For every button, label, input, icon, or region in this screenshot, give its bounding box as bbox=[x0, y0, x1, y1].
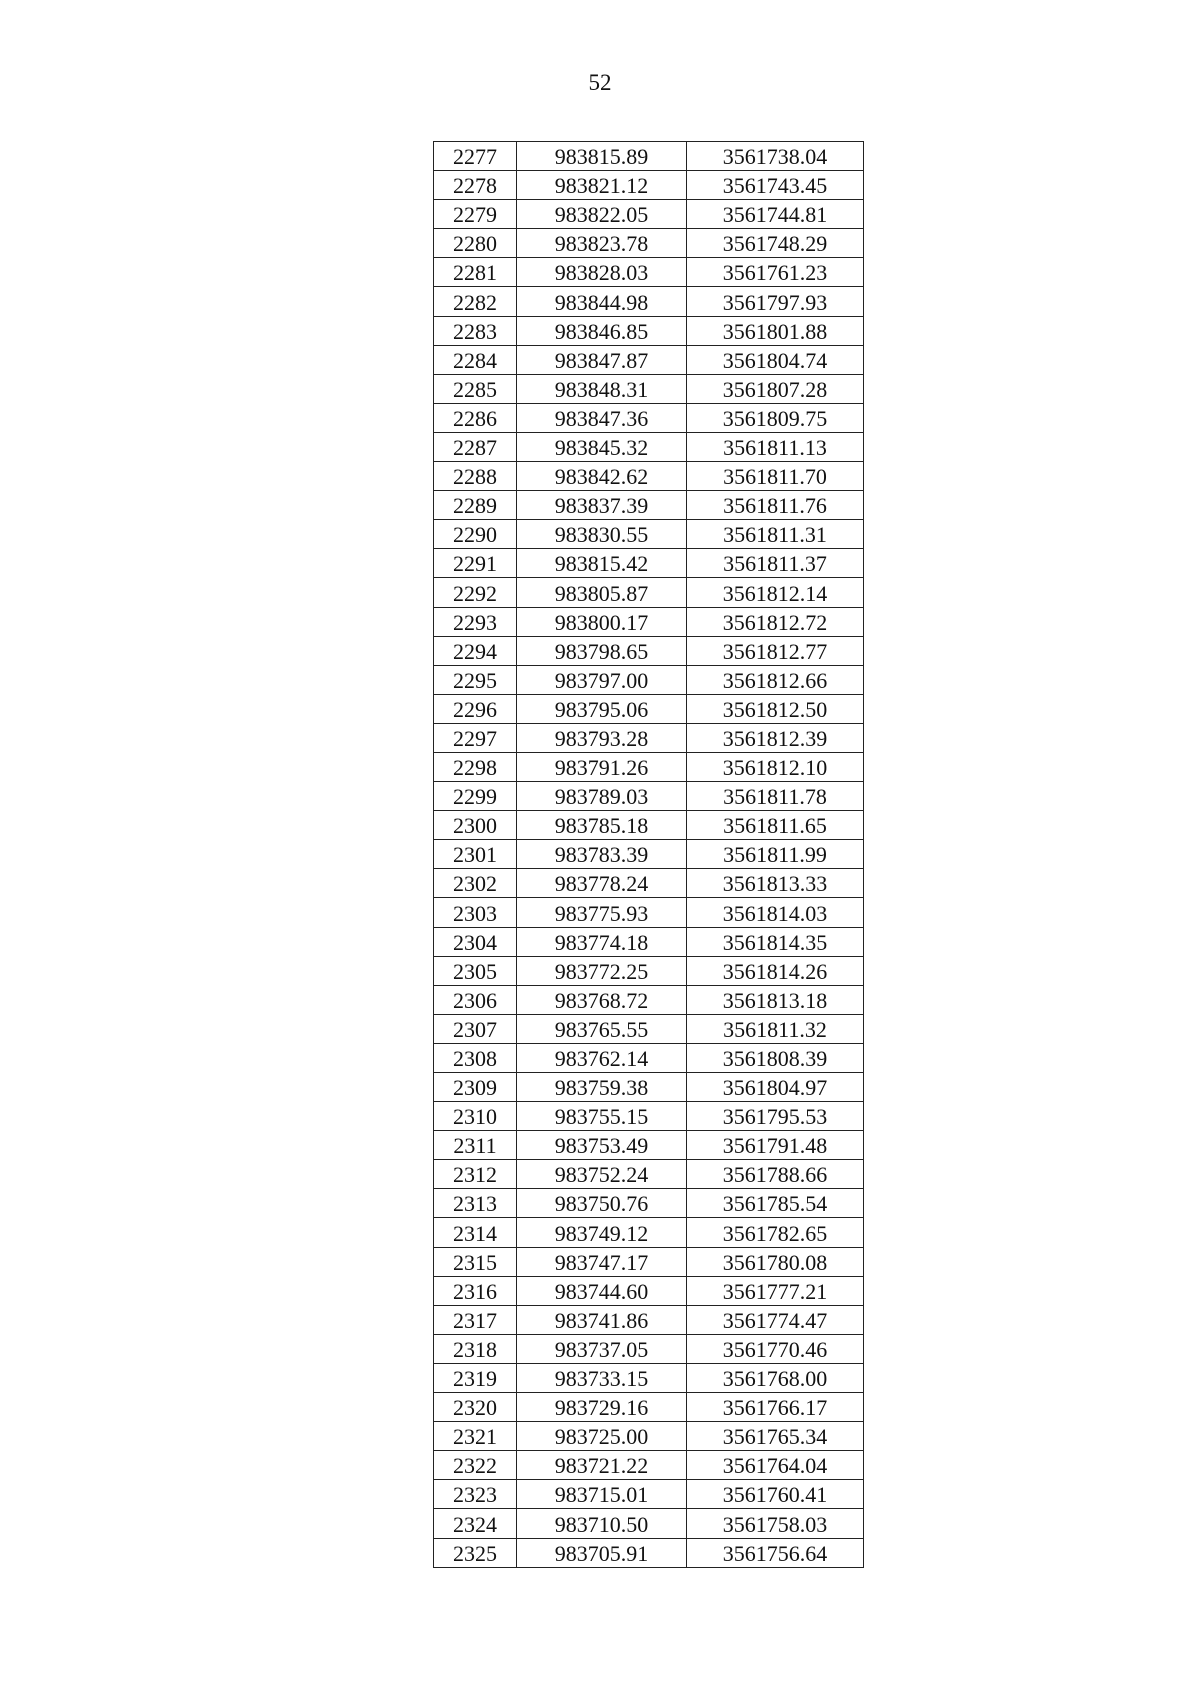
table-row bbox=[434, 1043, 864, 1072]
x-coordinate-cell: 983798.65 bbox=[517, 636, 687, 665]
x-coordinate-cell: 983815.89 bbox=[517, 142, 687, 171]
x-coordinate-cell: 983800.17 bbox=[517, 607, 687, 636]
point-number-cell: 2277 bbox=[434, 142, 517, 171]
point-number-cell: 2297 bbox=[434, 723, 517, 752]
table-row bbox=[434, 374, 864, 403]
x-coordinate-cell: 983821.12 bbox=[517, 171, 687, 200]
y-coordinate-cell: 3561812.39 bbox=[687, 723, 864, 752]
x-coordinate-cell: 983828.03 bbox=[517, 258, 687, 287]
table-row bbox=[434, 491, 864, 520]
y-coordinate-cell: 3561756.64 bbox=[687, 1538, 864, 1567]
point-number-cell: 2289 bbox=[434, 491, 517, 520]
x-coordinate-cell: 983753.49 bbox=[517, 1131, 687, 1160]
y-coordinate-cell: 3561804.74 bbox=[687, 345, 864, 374]
table-row bbox=[434, 752, 864, 781]
table-row bbox=[434, 1073, 864, 1102]
x-coordinate-cell: 983715.01 bbox=[517, 1480, 687, 1509]
table-row bbox=[434, 1305, 864, 1334]
x-coordinate-cell: 983774.18 bbox=[517, 927, 687, 956]
y-coordinate-cell: 3561807.28 bbox=[687, 374, 864, 403]
table-row bbox=[434, 520, 864, 549]
y-coordinate-cell: 3561811.76 bbox=[687, 491, 864, 520]
table-row bbox=[434, 171, 864, 200]
point-number-cell: 2287 bbox=[434, 432, 517, 461]
table-row bbox=[434, 142, 864, 171]
x-coordinate-cell: 983805.87 bbox=[517, 578, 687, 607]
point-number-cell: 2288 bbox=[434, 462, 517, 491]
y-coordinate-cell: 3561812.14 bbox=[687, 578, 864, 607]
point-number-cell: 2317 bbox=[434, 1305, 517, 1334]
y-coordinate-cell: 3561785.54 bbox=[687, 1189, 864, 1218]
y-coordinate-cell: 3561814.35 bbox=[687, 927, 864, 956]
point-number-cell: 2311 bbox=[434, 1131, 517, 1160]
y-coordinate-cell: 3561768.00 bbox=[687, 1363, 864, 1392]
table-row bbox=[434, 1480, 864, 1509]
x-coordinate-cell: 983772.25 bbox=[517, 956, 687, 985]
y-coordinate-cell: 3561814.26 bbox=[687, 956, 864, 985]
x-coordinate-cell: 983733.15 bbox=[517, 1363, 687, 1392]
x-coordinate-cell: 983778.24 bbox=[517, 869, 687, 898]
table-row bbox=[434, 840, 864, 869]
point-number-cell: 2298 bbox=[434, 752, 517, 781]
table-row bbox=[434, 549, 864, 578]
y-coordinate-cell: 3561813.33 bbox=[687, 869, 864, 898]
y-coordinate-cell: 3561811.13 bbox=[687, 432, 864, 461]
x-coordinate-cell: 983725.00 bbox=[517, 1422, 687, 1451]
y-coordinate-cell: 3561811.32 bbox=[687, 1014, 864, 1043]
point-number-cell: 2322 bbox=[434, 1451, 517, 1480]
table-row bbox=[434, 665, 864, 694]
y-coordinate-cell: 3561743.45 bbox=[687, 171, 864, 200]
y-coordinate-cell: 3561812.50 bbox=[687, 694, 864, 723]
x-coordinate-cell: 983750.76 bbox=[517, 1189, 687, 1218]
y-coordinate-cell: 3561812.10 bbox=[687, 752, 864, 781]
x-coordinate-cell: 983830.55 bbox=[517, 520, 687, 549]
y-coordinate-cell: 3561808.39 bbox=[687, 1043, 864, 1072]
point-number-cell: 2312 bbox=[434, 1160, 517, 1189]
x-coordinate-cell: 983705.91 bbox=[517, 1538, 687, 1567]
point-number-cell: 2285 bbox=[434, 374, 517, 403]
point-number-cell: 2296 bbox=[434, 694, 517, 723]
point-number-cell: 2306 bbox=[434, 985, 517, 1014]
y-coordinate-cell: 3561801.88 bbox=[687, 316, 864, 345]
table-row bbox=[434, 229, 864, 258]
table-row bbox=[434, 1363, 864, 1392]
x-coordinate-cell: 983842.62 bbox=[517, 462, 687, 491]
x-coordinate-cell: 983846.85 bbox=[517, 316, 687, 345]
point-number-cell: 2314 bbox=[434, 1218, 517, 1247]
x-coordinate-cell: 983762.14 bbox=[517, 1043, 687, 1072]
point-number-cell: 2283 bbox=[434, 316, 517, 345]
x-coordinate-cell: 983785.18 bbox=[517, 811, 687, 840]
point-number-cell: 2304 bbox=[434, 927, 517, 956]
table-row bbox=[434, 1160, 864, 1189]
point-number-cell: 2321 bbox=[434, 1422, 517, 1451]
point-number-cell: 2308 bbox=[434, 1043, 517, 1072]
y-coordinate-cell: 3561777.21 bbox=[687, 1276, 864, 1305]
y-coordinate-cell: 3561811.70 bbox=[687, 462, 864, 491]
y-coordinate-cell: 3561738.04 bbox=[687, 142, 864, 171]
point-number-cell: 2307 bbox=[434, 1014, 517, 1043]
y-coordinate-cell: 3561812.72 bbox=[687, 607, 864, 636]
table-row bbox=[434, 869, 864, 898]
x-coordinate-cell: 983837.39 bbox=[517, 491, 687, 520]
x-coordinate-cell: 983783.39 bbox=[517, 840, 687, 869]
y-coordinate-cell: 3561774.47 bbox=[687, 1305, 864, 1334]
table-row bbox=[434, 1334, 864, 1363]
y-coordinate-cell: 3561748.29 bbox=[687, 229, 864, 258]
point-number-cell: 2280 bbox=[434, 229, 517, 258]
table-row bbox=[434, 1422, 864, 1451]
x-coordinate-cell: 983749.12 bbox=[517, 1218, 687, 1247]
x-coordinate-cell: 983789.03 bbox=[517, 782, 687, 811]
table-row bbox=[434, 578, 864, 607]
y-coordinate-cell: 3561770.46 bbox=[687, 1334, 864, 1363]
point-number-cell: 2290 bbox=[434, 520, 517, 549]
point-number-cell: 2315 bbox=[434, 1247, 517, 1276]
y-coordinate-cell: 3561788.66 bbox=[687, 1160, 864, 1189]
table-row bbox=[434, 636, 864, 665]
table-row bbox=[434, 287, 864, 316]
point-number-cell: 2292 bbox=[434, 578, 517, 607]
x-coordinate-cell: 983768.72 bbox=[517, 985, 687, 1014]
point-number-cell: 2318 bbox=[434, 1334, 517, 1363]
x-coordinate-cell: 983721.22 bbox=[517, 1451, 687, 1480]
table-row bbox=[434, 927, 864, 956]
y-coordinate-cell: 3561765.34 bbox=[687, 1422, 864, 1451]
point-number-cell: 2279 bbox=[434, 200, 517, 229]
point-number-cell: 2325 bbox=[434, 1538, 517, 1567]
table-row bbox=[434, 811, 864, 840]
point-number-cell: 2294 bbox=[434, 636, 517, 665]
y-coordinate-cell: 3561811.31 bbox=[687, 520, 864, 549]
table-row bbox=[434, 462, 864, 491]
x-coordinate-cell: 983844.98 bbox=[517, 287, 687, 316]
table-row bbox=[434, 694, 864, 723]
point-number-cell: 2303 bbox=[434, 898, 517, 927]
point-number-cell: 2282 bbox=[434, 287, 517, 316]
x-coordinate-cell: 983847.36 bbox=[517, 403, 687, 432]
y-coordinate-cell: 3561766.17 bbox=[687, 1393, 864, 1422]
table-row bbox=[434, 1538, 864, 1567]
table-row bbox=[434, 1276, 864, 1305]
table-row bbox=[434, 403, 864, 432]
y-coordinate-cell: 3561761.23 bbox=[687, 258, 864, 287]
x-coordinate-cell: 983848.31 bbox=[517, 374, 687, 403]
page-number: 52 bbox=[588, 70, 612, 95]
point-number-cell: 2299 bbox=[434, 782, 517, 811]
y-coordinate-cell: 3561782.65 bbox=[687, 1218, 864, 1247]
point-number-cell: 2313 bbox=[434, 1189, 517, 1218]
table-row bbox=[434, 1014, 864, 1043]
x-coordinate-cell: 983744.60 bbox=[517, 1276, 687, 1305]
point-number-cell: 2291 bbox=[434, 549, 517, 578]
table-row bbox=[434, 956, 864, 985]
point-number-cell: 2284 bbox=[434, 345, 517, 374]
point-number-cell: 2324 bbox=[434, 1509, 517, 1538]
table-row bbox=[434, 898, 864, 927]
y-coordinate-cell: 3561797.93 bbox=[687, 287, 864, 316]
table-row bbox=[434, 1393, 864, 1422]
y-coordinate-cell: 3561744.81 bbox=[687, 200, 864, 229]
point-number-cell: 2319 bbox=[434, 1363, 517, 1392]
y-coordinate-cell: 3561813.18 bbox=[687, 985, 864, 1014]
x-coordinate-cell: 983823.78 bbox=[517, 229, 687, 258]
y-coordinate-cell: 3561811.65 bbox=[687, 811, 864, 840]
x-coordinate-cell: 983845.32 bbox=[517, 432, 687, 461]
table-row bbox=[434, 432, 864, 461]
y-coordinate-cell: 3561780.08 bbox=[687, 1247, 864, 1276]
table-row bbox=[434, 200, 864, 229]
x-coordinate-cell: 983847.87 bbox=[517, 345, 687, 374]
point-number-cell: 2320 bbox=[434, 1393, 517, 1422]
point-number-cell: 2300 bbox=[434, 811, 517, 840]
table-row bbox=[434, 1451, 864, 1480]
point-number-cell: 2305 bbox=[434, 956, 517, 985]
x-coordinate-cell: 983759.38 bbox=[517, 1073, 687, 1102]
y-coordinate-cell: 3561758.03 bbox=[687, 1509, 864, 1538]
y-coordinate-cell: 3561811.78 bbox=[687, 782, 864, 811]
table-row bbox=[434, 345, 864, 374]
point-number-cell: 2310 bbox=[434, 1102, 517, 1131]
x-coordinate-cell: 983737.05 bbox=[517, 1334, 687, 1363]
x-coordinate-cell: 983729.16 bbox=[517, 1393, 687, 1422]
y-coordinate-cell: 3561811.37 bbox=[687, 549, 864, 578]
y-coordinate-cell: 3561812.66 bbox=[687, 665, 864, 694]
point-number-cell: 2323 bbox=[434, 1480, 517, 1509]
y-coordinate-cell: 3561804.97 bbox=[687, 1073, 864, 1102]
point-number-cell: 2295 bbox=[434, 665, 517, 694]
x-coordinate-cell: 983815.42 bbox=[517, 549, 687, 578]
table-row bbox=[434, 258, 864, 287]
table-row bbox=[434, 607, 864, 636]
table-row bbox=[434, 1189, 864, 1218]
y-coordinate-cell: 3561814.03 bbox=[687, 898, 864, 927]
y-coordinate-cell: 3561809.75 bbox=[687, 403, 864, 432]
x-coordinate-cell: 983755.15 bbox=[517, 1102, 687, 1131]
point-number-cell: 2302 bbox=[434, 869, 517, 898]
table-row bbox=[434, 1247, 864, 1276]
point-number-cell: 2278 bbox=[434, 171, 517, 200]
table-row bbox=[434, 985, 864, 1014]
y-coordinate-cell: 3561811.99 bbox=[687, 840, 864, 869]
table-row bbox=[434, 316, 864, 345]
point-number-cell: 2309 bbox=[434, 1073, 517, 1102]
point-number-cell: 2316 bbox=[434, 1276, 517, 1305]
table-row bbox=[434, 723, 864, 752]
table-row bbox=[434, 782, 864, 811]
y-coordinate-cell: 3561812.77 bbox=[687, 636, 864, 665]
x-coordinate-cell: 983793.28 bbox=[517, 723, 687, 752]
point-number-cell: 2301 bbox=[434, 840, 517, 869]
coordinates-table bbox=[433, 141, 864, 1568]
x-coordinate-cell: 983710.50 bbox=[517, 1509, 687, 1538]
coordinates-table-body bbox=[434, 142, 864, 1568]
y-coordinate-cell: 3561795.53 bbox=[687, 1102, 864, 1131]
x-coordinate-cell: 983791.26 bbox=[517, 752, 687, 781]
y-coordinate-cell: 3561791.48 bbox=[687, 1131, 864, 1160]
x-coordinate-cell: 983741.86 bbox=[517, 1305, 687, 1334]
y-coordinate-cell: 3561760.41 bbox=[687, 1480, 864, 1509]
table-row bbox=[434, 1131, 864, 1160]
point-number-cell: 2286 bbox=[434, 403, 517, 432]
x-coordinate-cell: 983822.05 bbox=[517, 200, 687, 229]
x-coordinate-cell: 983775.93 bbox=[517, 898, 687, 927]
x-coordinate-cell: 983752.24 bbox=[517, 1160, 687, 1189]
table-row bbox=[434, 1102, 864, 1131]
x-coordinate-cell: 983795.06 bbox=[517, 694, 687, 723]
point-number-cell: 2281 bbox=[434, 258, 517, 287]
table-row bbox=[434, 1509, 864, 1538]
x-coordinate-cell: 983747.17 bbox=[517, 1247, 687, 1276]
x-coordinate-cell: 983797.00 bbox=[517, 665, 687, 694]
table-row bbox=[434, 1218, 864, 1247]
x-coordinate-cell: 983765.55 bbox=[517, 1014, 687, 1043]
y-coordinate-cell: 3561764.04 bbox=[687, 1451, 864, 1480]
point-number-cell: 2293 bbox=[434, 607, 517, 636]
